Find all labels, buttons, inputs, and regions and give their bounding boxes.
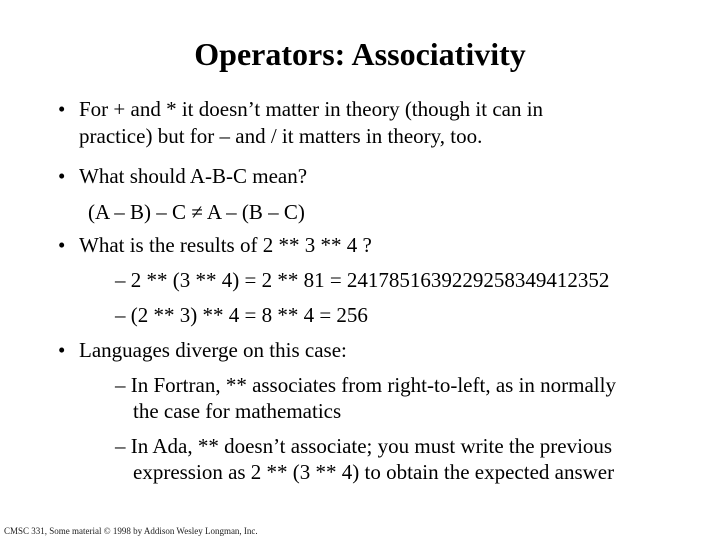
bullet-3-subitem-1: – 2 ** (3 ** 4) = 2 ** 81 = 2417851639229258349412352	[115, 268, 610, 292]
bullet-2-line-2: (A – B) – C ≠ A – (B – C)	[88, 200, 305, 224]
bullet-4-subitem-2-cont: expression as 2 ** (3 ** 4) to obtain the expected answer	[133, 460, 615, 484]
bullet-3-line-1: What is the results of 2 ** 3 ** 4 ?	[79, 233, 372, 257]
bullet-1-line-1: For + and * it doesn’t matter in theory (though it can in	[79, 97, 544, 121]
bullet-2-line-1: What should A-B-C mean?	[79, 164, 308, 188]
slide-title: Operators: Associativity	[194, 36, 526, 72]
bullet-4-subitem-1: – In Fortran, ** associates from right-to-left, as in normally	[115, 373, 616, 397]
bullet-4-line-1: Languages diverge on this case:	[79, 338, 347, 362]
bullet-marker: •	[58, 97, 66, 121]
bullet-marker: •	[58, 338, 66, 362]
footer-copyright: CMSC 331, Some material © 1998 by Addison Wesley Longman, Inc.	[4, 526, 258, 536]
bullet-1-line-2: practice) but for – and / it matters in theory, too.	[79, 124, 483, 148]
bullet-marker: •	[58, 164, 66, 188]
bullet-4-subitem-1-cont: the case for mathematics	[133, 399, 342, 423]
bullet-3-subitem-2: – (2 ** 3) ** 4 = 8 ** 4 = 256	[115, 303, 368, 327]
bullet-4-subitem-2: – In Ada, ** doesn’t associate; you must write the previous	[115, 434, 613, 458]
bullet-marker: •	[58, 233, 66, 257]
